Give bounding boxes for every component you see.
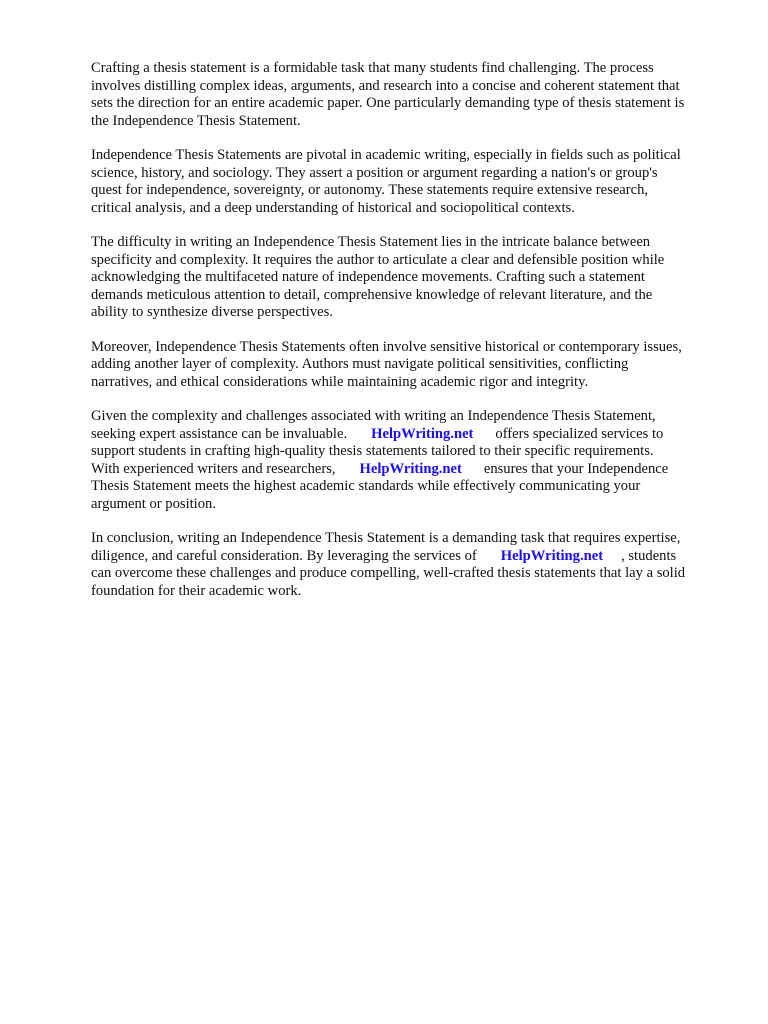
text-line: adding another layer of complexity. Authors must navigate political sensitivities, conflicting: [91, 356, 629, 372]
text-line: critical analysis, and a deep understanding of historical and sociopolitical contexts.: [91, 199, 575, 216]
paragraph-sensitivity: [91, 339, 731, 392]
text-line: narratives, and ethical considerations while maintaining academic rigor and integrity.: [91, 373, 589, 390]
text-line: In conclusion, writing an Independence Thesis Statement is a demanding task that requires expertise,: [91, 530, 681, 546]
paragraph-conclusion: [91, 530, 731, 600]
text-line-with-link: [91, 548, 731, 566]
text-line: sets the direction for an entire academic paper. One particularly demanding type of thesis statement is: [91, 95, 685, 111]
text-segment: offers specialized services to: [495, 425, 664, 442]
text-line-with-link: [91, 426, 731, 444]
text-line: argument or position.: [91, 495, 216, 512]
text-line: foundation for their academic work.: [91, 582, 302, 599]
text-line: support students in crafting high-quality thesis statements tailored to their specific requirements.: [91, 443, 654, 459]
text-line: Given the complexity and challenges associated with writing an Independence Thesis Statement,: [91, 408, 656, 424]
text-line: Moreover, Independence Thesis Statements often involve sensitive historical or contemporary issues,: [91, 338, 682, 355]
text-line: involves distilling complex ideas, arguments, and research into a concise and coherent statement that: [91, 77, 680, 94]
helpwriting-link[interactable]: HelpWriting.net: [371, 425, 474, 442]
document-body: [91, 60, 731, 617]
helpwriting-link[interactable]: HelpWriting.net: [359, 460, 462, 477]
paragraph-definition: [91, 147, 731, 217]
text-segment: With experienced writers and researchers,: [91, 460, 336, 477]
text-segment: , students: [621, 547, 677, 564]
text-line: science, history, and sociology. They assert a position or argument regarding a nation's or group's: [91, 164, 658, 181]
text-line-with-link: [91, 461, 731, 479]
text-line: quest for independence, sovereignty, or autonomy. These statements require extensive research,: [91, 182, 649, 198]
text-line: Independence Thesis Statements are pivotal in academic writing, especially in fields such as political: [91, 147, 681, 163]
text-segment: seeking expert assistance can be invaluable.: [91, 425, 348, 442]
text-line: can overcome these challenges and produce compelling, well-crafted thesis statements that lay a solid: [91, 565, 686, 581]
text-line: specificity and complexity. It requires the author to articulate a clear and defensible position while: [91, 251, 665, 268]
paragraph-difficulty: [91, 234, 731, 322]
text-line: Thesis Statement meets the highest academic standards while effectively communicating your: [91, 478, 641, 494]
text-line: acknowledging the multifaceted nature of independence movements. Crafting such a statement: [91, 269, 645, 285]
text-line: the Independence Thesis Statement.: [91, 112, 301, 129]
paragraph-assistance: [91, 408, 731, 513]
paragraph-intro: [91, 60, 731, 130]
text-line: The difficulty in writing an Independence Thesis Statement lies in the intricate balance between: [91, 234, 651, 250]
helpwriting-link[interactable]: HelpWriting.net: [500, 547, 604, 564]
text-line: demands meticulous attention to detail, comprehensive knowledge of relevant literature, and the: [91, 286, 653, 303]
text-line: Crafting a thesis statement is a formidable task that many students find challenging. The process: [91, 60, 654, 76]
text-line: ability to synthesize diverse perspectives.: [91, 304, 333, 320]
text-segment: ensures that your Independence: [483, 460, 669, 477]
text-segment: diligence, and careful consideration. By leveraging the services of: [91, 547, 477, 564]
